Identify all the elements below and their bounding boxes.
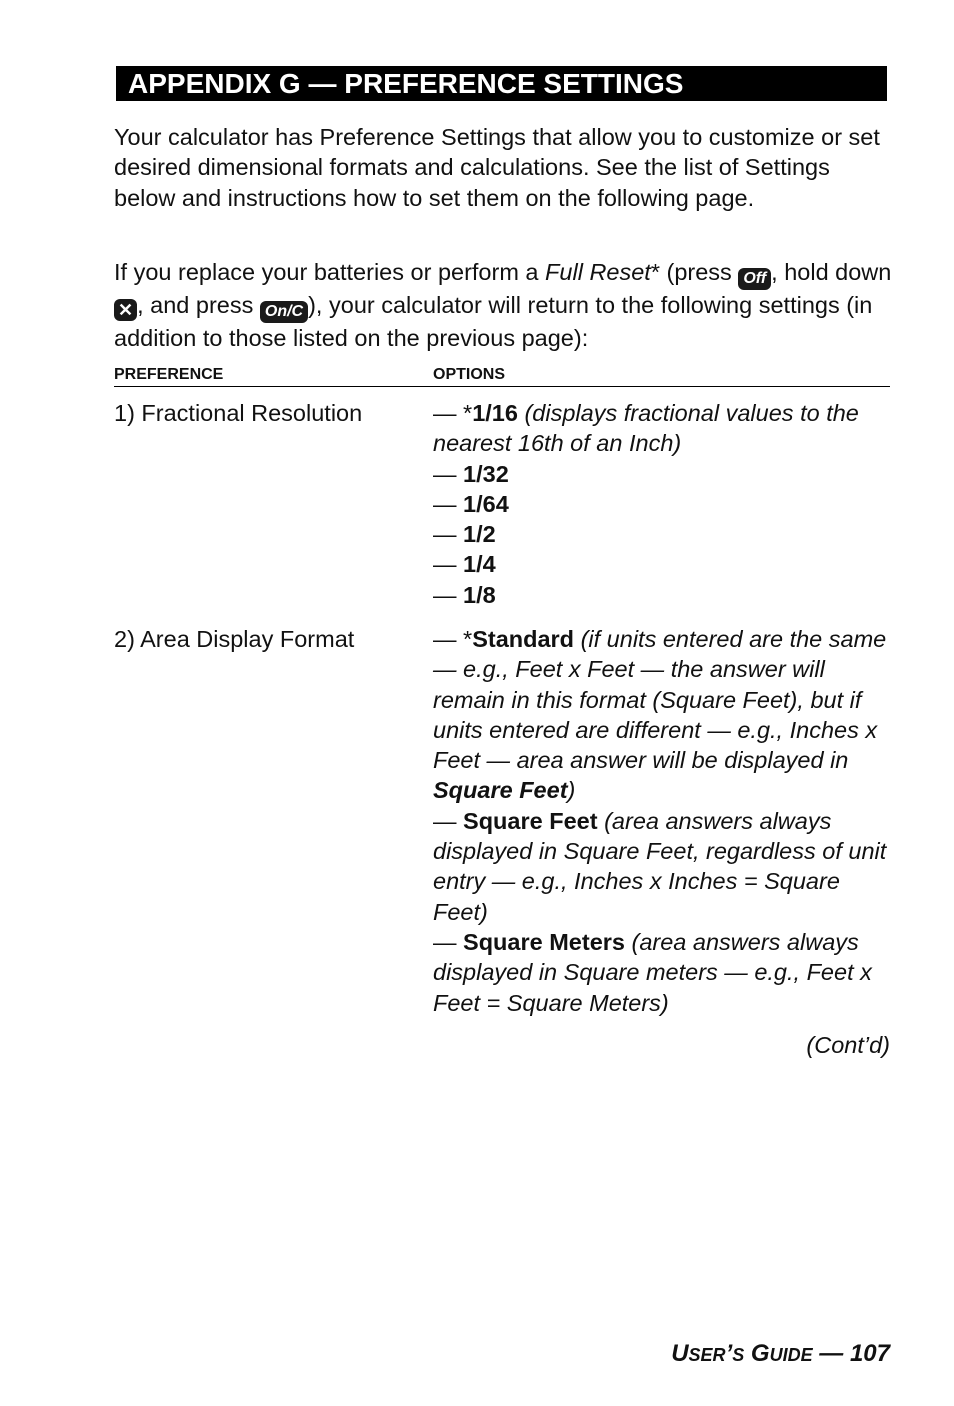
option-value: 1/32 bbox=[463, 460, 509, 487]
options-fractional-resolution bbox=[433, 398, 893, 610]
option-value: 1/16 bbox=[472, 400, 518, 426]
option-prefix: — bbox=[433, 807, 464, 834]
reset-text-1: If you replace your batteries or perform a bbox=[114, 259, 546, 285]
options-area-display-format bbox=[433, 624, 893, 1018]
option-item bbox=[433, 398, 893, 459]
footer-part: SER bbox=[688, 1345, 726, 1365]
full-reset-term: Full Reset bbox=[545, 259, 651, 285]
footer-part: ’ bbox=[725, 1340, 733, 1367]
header-rule bbox=[114, 386, 890, 387]
preference-name-fractional-resolution: 1) Fractional Resolution bbox=[114, 400, 363, 426]
off-key-icon: Off bbox=[738, 268, 771, 290]
intro-paragraph: Your calculator has Preference Settings that allow you to customize or set desired dimensional formats and calculations. See the list of Settings below and instructions how to set them on the following page. bbox=[114, 124, 880, 211]
option-item bbox=[433, 806, 893, 927]
reset-text-4: , and press bbox=[137, 292, 260, 318]
footer-page-number: — 107 bbox=[812, 1340, 890, 1367]
reset-paragraph bbox=[114, 257, 894, 353]
option-description: (displays fractional values to the nearest 16th of an Inch) bbox=[433, 400, 859, 457]
reset-text-2: * (press bbox=[650, 259, 739, 285]
option-prefix: — bbox=[433, 928, 464, 955]
column-header-options: OPTIONS bbox=[433, 366, 506, 383]
footer-part: S bbox=[732, 1345, 745, 1365]
option-item bbox=[433, 489, 893, 519]
option-prefix: — bbox=[433, 460, 464, 487]
option-item bbox=[433, 624, 893, 806]
option-item bbox=[433, 459, 893, 489]
option-item bbox=[433, 927, 893, 1018]
footer-part: UIDE bbox=[769, 1345, 813, 1365]
option-value: Standard bbox=[472, 626, 575, 652]
option-description-bold: Square Feet bbox=[433, 777, 568, 804]
reset-text-3: , hold down bbox=[771, 259, 892, 285]
option-description: (if units entered are the same — e.g., Feet x Feet — the answer will remain in this format (Square Feet), but if units entered are different — e.g., Inches x Feet — area answer will be displayed in bbox=[433, 626, 887, 774]
option-value: Square Feet bbox=[463, 807, 598, 834]
footer-part: U bbox=[671, 1340, 689, 1367]
option-item bbox=[433, 580, 893, 610]
option-value: 1/2 bbox=[463, 521, 496, 548]
option-value: 1/4 bbox=[463, 551, 496, 578]
option-description: (area answers always displayed in Square meters — e.g., Feet x Feet = Square Meters) bbox=[433, 928, 872, 1016]
option-prefix: — bbox=[433, 581, 464, 608]
footer-part: G bbox=[744, 1340, 770, 1367]
times-key-icon: ✕ bbox=[114, 299, 137, 321]
option-prefix: — * bbox=[433, 626, 473, 652]
option-value: 1/64 bbox=[463, 490, 509, 517]
page-title: APPENDIX G — PREFERENCE SETTINGS bbox=[116, 66, 887, 101]
option-prefix: — bbox=[433, 551, 464, 578]
option-prefix: — bbox=[433, 490, 464, 517]
option-value: 1/8 bbox=[463, 581, 496, 608]
option-value: Square Meters bbox=[463, 928, 625, 955]
page-footer bbox=[671, 1340, 890, 1368]
reset-text-5: ), your calculator will return to the following settings (in addition to those listed on the previous page): bbox=[114, 292, 873, 351]
option-description-end: ) bbox=[567, 777, 576, 804]
preference-name-area-display-format: 2) Area Display Format bbox=[114, 626, 355, 652]
continued-note: (Cont’d) bbox=[806, 1032, 890, 1058]
option-prefix: — bbox=[433, 521, 464, 548]
on-clear-key-icon: On/C bbox=[260, 301, 308, 323]
option-item bbox=[433, 549, 893, 579]
option-prefix: — * bbox=[433, 400, 473, 426]
option-item bbox=[433, 519, 893, 549]
option-description: (area answers always displayed in Square Feet, regardless of unit entry — e.g., Inches x Inches = Square Feet) bbox=[433, 807, 887, 925]
column-header-preference: PREFERENCE bbox=[114, 366, 224, 383]
